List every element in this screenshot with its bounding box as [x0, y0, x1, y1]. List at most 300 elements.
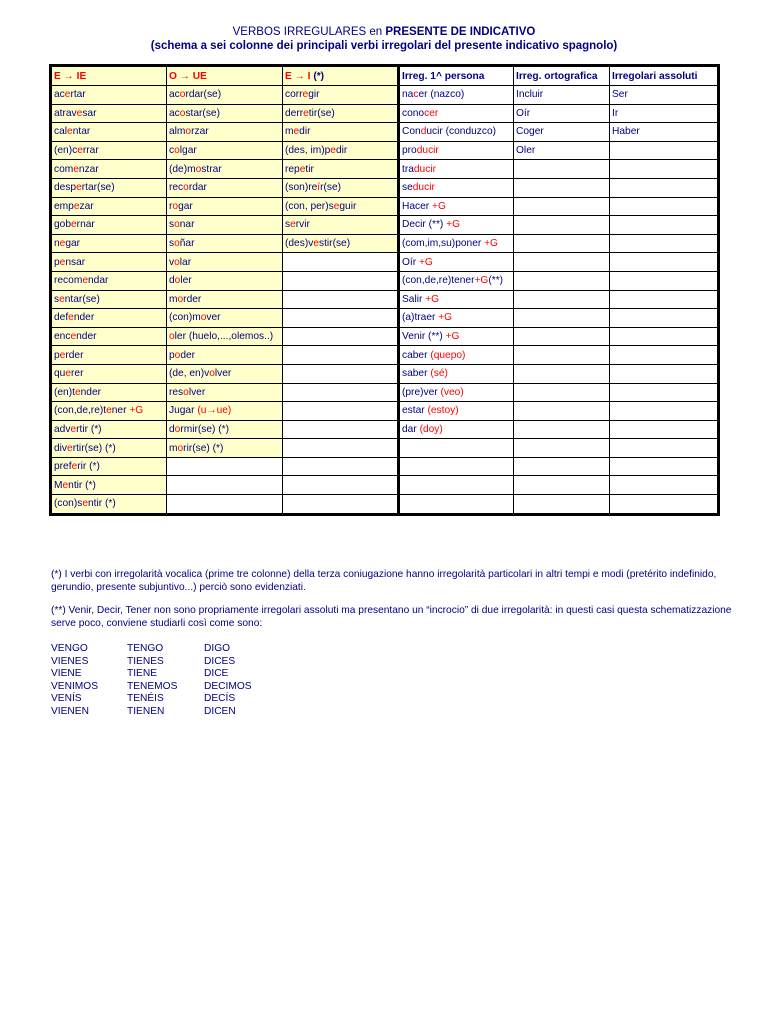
text-fragment: tra: [402, 163, 414, 175]
conj-form: VENGO: [51, 643, 88, 654]
table-cell: [610, 457, 718, 476]
table-row: [52, 402, 718, 421]
table-cell: [399, 309, 514, 328]
table-cell: [399, 476, 514, 495]
text-fragment: Con: [402, 126, 421, 138]
text-fragment: s: [169, 238, 175, 250]
text-fragment: ver: [206, 312, 221, 324]
table-cell: [52, 271, 167, 290]
table-cell: [167, 86, 283, 105]
text-fragment: Incluir: [516, 89, 544, 101]
column-header: [514, 67, 610, 86]
table-cell: [399, 160, 514, 179]
table-cell: [52, 178, 167, 197]
text-fragment: rtir(se) (*): [72, 442, 116, 454]
text-fragment: e: [71, 461, 78, 473]
text-fragment: Oler: [516, 145, 536, 157]
table-cell: [610, 439, 718, 458]
conj-form: DECÍS: [204, 693, 236, 705]
text-fragment: rep: [285, 163, 300, 175]
text-fragment: rder: [65, 349, 84, 361]
title: [0, 26, 768, 38]
text-fragment: e: [59, 256, 66, 268]
table-row: [52, 364, 718, 383]
text-fragment: res: [169, 386, 184, 398]
text-fragment: o: [195, 163, 202, 175]
table-cell: [514, 253, 610, 272]
text-fragment: e: [106, 405, 112, 417]
table-cell: [399, 420, 514, 439]
table-header-row: [52, 67, 718, 86]
text-fragment: rrar: [82, 145, 99, 157]
text-fragment: (des, im)p: [285, 145, 331, 157]
table-cell: [514, 290, 610, 309]
table-cell: [283, 197, 399, 216]
table-cell: [283, 86, 399, 105]
table-cell: [514, 364, 610, 383]
text-fragment: Decir (**): [402, 219, 447, 231]
text-fragment: o: [174, 256, 180, 268]
table-cell: [399, 327, 514, 346]
text-fragment: cono: [402, 107, 425, 119]
text-fragment: ndar: [87, 275, 109, 287]
text-fragment: (*): [310, 70, 325, 82]
table-cell: [514, 86, 610, 105]
table-cell: [514, 495, 610, 514]
table-row: [52, 197, 718, 216]
text-fragment: e: [68, 312, 74, 324]
text-fragment: o: [174, 145, 180, 157]
table-cell: [52, 327, 167, 346]
text-fragment: ntar: [72, 126, 91, 138]
column-header: [167, 67, 283, 86]
text-fragment: m: [169, 293, 178, 305]
text-fragment: div: [54, 442, 68, 454]
text-fragment: e: [67, 126, 73, 138]
table-cell: [514, 104, 610, 123]
column-header: [399, 67, 514, 86]
conj-form: TIENES: [127, 655, 164, 667]
text-fragment: (en)c: [54, 145, 78, 157]
text-fragment: e: [313, 238, 319, 250]
note-1: (*) I verbi con irregolarità vocalica (prime tre colonne) della terza coniugazione hanno irregolarità particolari in altri tempi e modi (pretérito indefinido, gerundio, presente subjuntivo...) perciò sono evidenziati.: [51, 569, 717, 593]
text-fragment: +G: [418, 256, 433, 268]
text-fragment: saber: [402, 368, 431, 380]
text-fragment: (son)re: [285, 182, 318, 194]
table-cell: [514, 457, 610, 476]
table-cell: [399, 383, 514, 402]
table-cell: [610, 402, 718, 421]
text-fragment: alm: [169, 126, 186, 138]
text-fragment: gar: [178, 200, 193, 212]
text-fragment: adv: [54, 423, 71, 435]
table-cell: [514, 123, 610, 142]
text-fragment: +G: [425, 293, 440, 305]
text-fragment: strar: [201, 163, 222, 175]
table-cell: [52, 402, 167, 421]
text-fragment: m: [169, 442, 178, 454]
text-fragment: Coger: [516, 126, 544, 138]
text-fragment: d: [420, 126, 427, 138]
table-cell: [610, 346, 718, 365]
text-fragment: e: [290, 219, 296, 231]
text-fragment: o: [183, 386, 189, 398]
table-cell: [514, 383, 610, 402]
table-cell: [52, 476, 167, 495]
table-cell: [52, 439, 167, 458]
text-fragment: (en)t: [54, 386, 75, 398]
table-cell: [283, 346, 399, 365]
table-cell: [283, 309, 399, 328]
table-row: [52, 383, 718, 402]
text-fragment: e: [74, 386, 81, 398]
table-cell: [610, 141, 718, 160]
text-fragment: Ir: [612, 107, 619, 119]
text-fragment: rer: [71, 368, 84, 380]
text-fragment: lgar: [179, 145, 197, 157]
text-fragment: corr: [285, 89, 303, 101]
table-cell: [167, 141, 283, 160]
text-fragment: (de, en)v: [169, 368, 210, 380]
text-fragment: rdar: [188, 182, 207, 194]
text-fragment: rder: [183, 293, 202, 305]
text-fragment: í: [317, 182, 321, 194]
text-fragment: s: [54, 293, 60, 305]
table-cell: [514, 271, 610, 290]
table-cell: [283, 327, 399, 346]
text-fragment: (**): [488, 275, 504, 287]
table-row: [52, 123, 718, 142]
table-row: [52, 160, 718, 179]
table-cell: [399, 104, 514, 123]
text-fragment: Irregolari assoluti: [612, 70, 698, 82]
conj-form: TIENE: [127, 668, 158, 680]
text-fragment: e: [77, 145, 83, 157]
table-cell: [52, 495, 167, 514]
table-cell: [283, 402, 399, 421]
table-cell: [610, 383, 718, 402]
text-fragment: tir: [305, 163, 314, 175]
table-cell: [399, 234, 514, 253]
conj-col-decir: [204, 643, 294, 719]
text-fragment: (u→ue): [197, 405, 232, 417]
table-row: [52, 457, 718, 476]
text-fragment: e: [302, 89, 309, 101]
text-fragment: o: [179, 89, 186, 101]
text-fragment: +G: [445, 331, 460, 343]
text-fragment: enc: [54, 331, 71, 343]
text-fragment: guir: [339, 200, 357, 212]
text-fragment: (con,de,re)tener: [402, 275, 475, 287]
table-cell: [167, 234, 283, 253]
text-fragment: e: [82, 498, 88, 510]
column-header: [52, 67, 167, 86]
table-cell: [610, 253, 718, 272]
table-row: [52, 234, 718, 253]
text-fragment: ducir: [416, 145, 439, 157]
conj-form: VIENEN: [51, 705, 89, 717]
table-cell: [610, 86, 718, 105]
table-cell: [283, 364, 399, 383]
text-fragment: star(se): [185, 107, 220, 119]
table-row: [52, 439, 718, 458]
notes: [51, 568, 751, 640]
column-header: [283, 67, 399, 86]
text-fragment: estar: [402, 405, 428, 417]
table-cell: [610, 216, 718, 235]
text-fragment: e: [59, 293, 65, 305]
table-cell: [52, 160, 167, 179]
conj-form: VENÍS: [51, 693, 82, 705]
text-fragment: e: [76, 182, 82, 194]
text-fragment: M: [54, 479, 63, 491]
text-fragment: ducir: [412, 182, 435, 194]
table-cell: [167, 178, 283, 197]
conj-form: VIENE: [51, 668, 82, 680]
text-fragment: o: [174, 423, 181, 435]
text-fragment: lver: [214, 368, 232, 380]
text-fragment: nzar: [78, 163, 99, 175]
text-fragment: rnar: [76, 219, 95, 231]
text-fragment: pro: [402, 145, 417, 157]
table-row: [52, 327, 718, 346]
table-cell: [399, 141, 514, 160]
text-fragment: recom: [54, 275, 83, 287]
text-fragment: emp: [54, 200, 74, 212]
text-fragment: er (nazco): [418, 89, 465, 101]
text-fragment: der: [180, 349, 196, 361]
text-fragment: ac: [54, 89, 65, 101]
text-fragment: rmir(se) (*): [180, 423, 230, 435]
text-fragment: rzar: [191, 126, 209, 138]
text-fragment: p: [54, 349, 60, 361]
text-fragment: +G: [484, 238, 498, 250]
table-cell: [283, 160, 399, 179]
table-cell: [514, 439, 610, 458]
text-fragment: caber: [402, 349, 431, 361]
table-cell: [52, 309, 167, 328]
text-fragment: p: [54, 256, 60, 268]
table-cell: [52, 420, 167, 439]
table-cell: [52, 104, 167, 123]
verbs-table: [51, 66, 718, 514]
text-fragment: rec: [169, 182, 184, 194]
table-cell: [167, 495, 283, 514]
text-fragment: m: [285, 126, 294, 138]
table-cell: [399, 123, 514, 142]
table-cell: [52, 253, 167, 272]
text-fragment: qu: [54, 368, 66, 380]
text-fragment: o: [183, 182, 189, 194]
table-cell: [610, 271, 718, 290]
table-cell: [610, 327, 718, 346]
text-fragment: desp: [54, 182, 77, 194]
text-fragment: ntir (*): [68, 479, 96, 491]
note-2: (**) Venir, Decir, Tener non sono propriamente irregolari assoluti ma presentano un “incrocio” di due irregolarità: in questi casi questa schematizzazione serve poco, conviene studiarli così come sono:: [51, 605, 732, 629]
table-cell: [167, 104, 283, 123]
table-cell: [167, 123, 283, 142]
text-fragment: stir(se): [318, 238, 351, 250]
text-fragment: rtar(se): [81, 182, 115, 194]
table-cell: [52, 346, 167, 365]
table-cell: [399, 439, 514, 458]
text-fragment: dir: [335, 145, 348, 157]
text-fragment: r(se): [320, 182, 342, 194]
text-fragment: tir(se): [308, 107, 335, 119]
text-fragment: E → IE: [54, 70, 87, 82]
text-fragment: o: [169, 331, 175, 343]
table-cell: [610, 160, 718, 179]
text-fragment: +G: [474, 275, 489, 287]
conj-form: DIGO: [204, 643, 231, 654]
table-row: [52, 141, 718, 160]
table-cell: [514, 402, 610, 421]
table-cell: [514, 476, 610, 495]
text-fragment: ntar(se): [64, 293, 100, 305]
conj-form: DICES: [204, 655, 236, 667]
text-fragment: ner: [111, 405, 130, 417]
text-fragment: e: [62, 479, 69, 491]
text-fragment: e: [67, 442, 73, 454]
text-fragment: zar: [79, 200, 94, 212]
text-fragment: e: [293, 126, 300, 138]
table-cell: [610, 123, 718, 142]
text-fragment: sar: [82, 107, 97, 119]
text-fragment: atrav: [54, 107, 77, 119]
text-fragment: e: [71, 219, 77, 231]
text-fragment: (sé): [430, 368, 448, 380]
table-row: [52, 216, 718, 235]
table-cell: [167, 327, 283, 346]
title-main: PRESENTE DE INDICATIVO: [385, 26, 536, 38]
table-cell: [514, 141, 610, 160]
table-row: [52, 271, 718, 290]
table-cell: [52, 234, 167, 253]
table-cell: [167, 383, 283, 402]
table-cell: [167, 402, 283, 421]
text-fragment: ac: [169, 107, 180, 119]
text-fragment: def: [54, 312, 69, 324]
table-cell: [399, 457, 514, 476]
table-cell: [283, 290, 399, 309]
text-fragment: (con)m: [169, 312, 201, 324]
table-cell: [167, 476, 283, 495]
text-fragment: ler (huelo,...,olemos..): [174, 331, 274, 343]
table-cell: [514, 178, 610, 197]
text-fragment: rir(se) (*): [183, 442, 224, 454]
text-fragment: c: [169, 145, 175, 157]
conj-form: TENEMOS: [127, 680, 178, 692]
text-fragment: nder: [76, 331, 97, 343]
text-fragment: lar: [179, 256, 192, 268]
text-fragment: cer: [424, 107, 439, 119]
table-cell: [514, 197, 610, 216]
table-row: [52, 178, 718, 197]
text-fragment: ntir (*): [87, 498, 116, 510]
text-fragment: nar: [179, 219, 195, 231]
table-cell: [283, 216, 399, 235]
subtitle: (schema a sei colonne dei principali verbi irregolari del presente indicativo spagnolo): [150, 40, 618, 52]
text-fragment: +G: [129, 405, 144, 417]
text-fragment: dir: [299, 126, 311, 138]
text-fragment: Hacer: [402, 200, 433, 212]
table-cell: [283, 141, 399, 160]
text-fragment: e: [59, 349, 66, 361]
text-fragment: O → UE: [169, 70, 207, 82]
text-fragment: e: [64, 89, 71, 101]
table-cell: [399, 495, 514, 514]
conj-form: TENGO: [127, 643, 164, 654]
text-fragment: (quepo): [430, 349, 466, 361]
table-cell: [52, 141, 167, 160]
table-cell: [167, 271, 283, 290]
text-fragment: o: [177, 293, 184, 305]
table-cell: [399, 86, 514, 105]
text-fragment: n: [54, 238, 60, 250]
text-fragment: pref: [54, 461, 72, 473]
table-cell: [283, 383, 399, 402]
text-fragment: (des)v: [285, 238, 314, 250]
text-fragment: e: [76, 107, 83, 119]
table-cell: [610, 197, 718, 216]
text-fragment: E → I: [285, 70, 311, 82]
table-cell: [52, 86, 167, 105]
table-cell: [399, 178, 514, 197]
table-cell: [399, 271, 514, 290]
text-fragment: +G: [438, 312, 453, 324]
table-cell: [514, 327, 610, 346]
text-fragment: cal: [54, 126, 68, 138]
table-cell: [167, 439, 283, 458]
text-fragment: Oír: [402, 256, 419, 268]
text-fragment: o: [209, 368, 215, 380]
conj-form: TIENEN: [127, 705, 165, 717]
text-fragment: se: [402, 182, 413, 194]
text-fragment: (con,de,re)t: [54, 405, 107, 417]
text-fragment: ducir: [413, 163, 436, 175]
text-fragment: +G: [446, 219, 461, 231]
table-cell: [399, 364, 514, 383]
table-cell: [283, 104, 399, 123]
table-cell: [167, 160, 283, 179]
table-cell: [167, 309, 283, 328]
table-row: [52, 86, 718, 105]
text-fragment: o: [172, 200, 179, 212]
table-cell: [399, 402, 514, 421]
text-fragment: Jugar: [169, 405, 198, 417]
text-fragment: Haber: [612, 126, 640, 138]
conj-form: VIENES: [51, 655, 89, 667]
table-row: [52, 495, 718, 514]
column-header: [610, 67, 718, 86]
conj-form: VENIMOS: [51, 680, 98, 692]
text-fragment: (pre)ver: [402, 386, 441, 398]
text-fragment: (a)traer: [402, 312, 439, 324]
text-fragment: com: [54, 163, 74, 175]
text-fragment: rdar(se): [185, 89, 222, 101]
text-fragment: o: [174, 275, 181, 287]
text-fragment: e: [330, 145, 336, 157]
table-cell: [52, 383, 167, 402]
text-fragment: e: [303, 107, 309, 119]
title-prefix: VERBOS IRREGULARES en: [232, 26, 386, 38]
text-fragment: ucir (conduzco): [426, 126, 497, 138]
text-fragment: o: [174, 219, 180, 231]
text-fragment: nsar: [65, 256, 86, 268]
table-cell: [514, 420, 610, 439]
table-cell: [283, 271, 399, 290]
table-cell: [167, 364, 283, 383]
